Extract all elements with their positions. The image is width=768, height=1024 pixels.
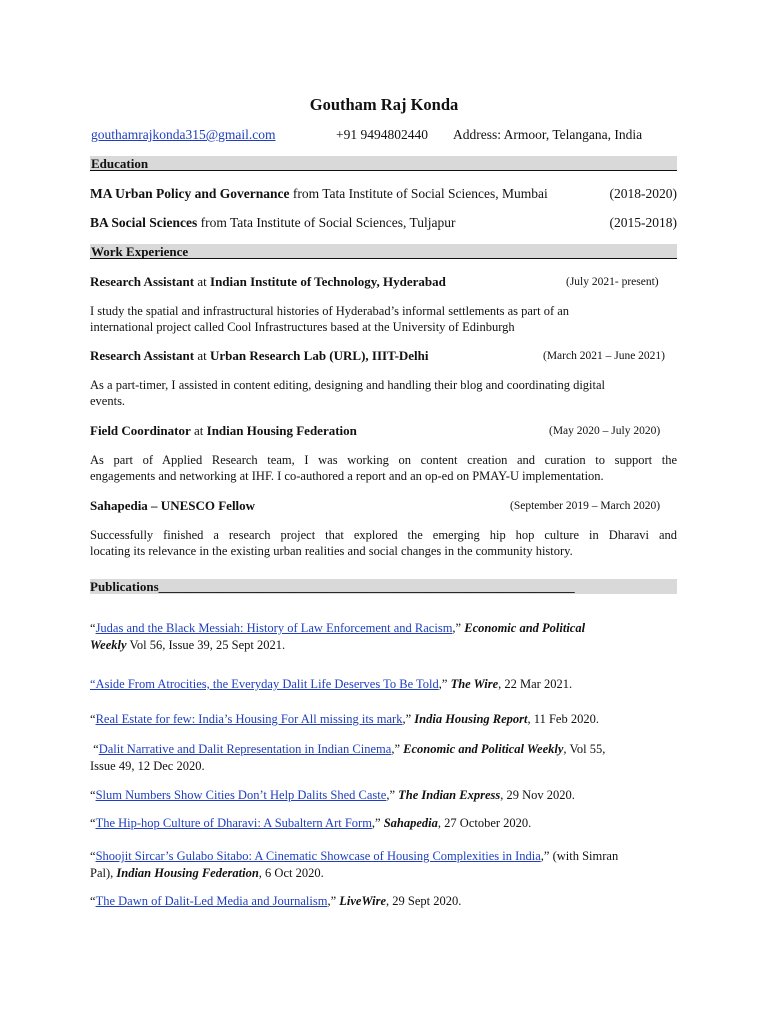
publications-heading-label: Publications: [90, 579, 159, 594]
job-description-line: engagements and networking at IHF. I co-authored a report and an op-ed on PMAY-U implementation.: [90, 469, 604, 483]
publication-link[interactable]: Real Estate for few: India’s Housing For All missing its mark: [95, 712, 403, 726]
job-role: Research Assistant: [90, 348, 195, 363]
quote-mark: “: [90, 816, 96, 830]
job-description-line: As part of Applied Research team, I was working on content creation and curation to support the: [90, 453, 677, 467]
quote-mark: “: [90, 621, 96, 635]
publication-details: Issue 49, 12 Dec 2020.: [90, 759, 205, 773]
job-org: Urban Research Lab (URL), IIIT-Delhi: [210, 348, 429, 363]
job-description-line: locating its relevance in the existing urban realities and social changes in the community history.: [90, 544, 573, 558]
publication-outlet: Indian Housing Federation: [116, 866, 259, 880]
separator: ,” (with Simran: [540, 849, 619, 863]
years: (2015-2018): [609, 215, 677, 230]
job-dates: (September 2019 – March 2020): [510, 500, 661, 512]
publication-item: [90, 711, 680, 728]
separator: ,”: [386, 788, 399, 802]
publication-details: , Vol 55,: [563, 742, 606, 756]
publication-details: , 29 Nov 2020.: [500, 788, 575, 802]
separator: ,”: [391, 742, 404, 756]
years: (2018-2020): [609, 186, 677, 201]
publication-item: [90, 787, 680, 804]
education-item: [90, 186, 677, 202]
publication-outlet: LiveWire: [339, 894, 387, 908]
work-experience-heading: Work Experience: [90, 244, 677, 259]
publication-details: , 6 Oct 2020.: [258, 866, 324, 880]
quote-mark: “: [90, 849, 96, 863]
publication-link[interactable]: Dalit Narrative and Dalit Representation in Indian Cinema: [98, 742, 392, 756]
phone-number: +91 9494802440: [336, 127, 428, 142]
publication-link[interactable]: Slum Numbers Show Cities Don’t Help Dalits Shed Caste: [95, 788, 387, 802]
publication-details: , 27 October 2020.: [437, 816, 532, 830]
quote-mark: “: [90, 788, 96, 802]
publication-link[interactable]: Shoojit Sircar’s Gulabo Sitabo: A Cinematic Showcase of Housing Complexities in India: [95, 849, 541, 863]
job-title: [90, 423, 357, 439]
publication-link[interactable]: The Hip-hop Culture of Dharavi: A Subaltern Art Form: [95, 816, 372, 830]
institution: from Tata Institute of Social Sciences, Mumbai: [289, 186, 548, 201]
job-description: [90, 377, 677, 409]
quote-mark: “: [90, 712, 96, 726]
degree: MA Urban Policy and Governance: [90, 186, 290, 201]
education-heading: Education: [90, 156, 677, 171]
publication-outlet: The Wire: [450, 677, 499, 691]
job-at: at: [194, 348, 211, 363]
quote-mark: “: [90, 894, 96, 908]
job-role: Research Assistant: [90, 274, 195, 289]
publication-details: , 11 Feb 2020.: [527, 712, 599, 726]
separator: ,”: [452, 621, 465, 635]
publication-link[interactable]: “Aside From Atrocities, the Everyday Dalit Life Deserves To Be Told: [90, 677, 439, 691]
separator: ,”: [371, 816, 384, 830]
candidate-name: Goutham Raj Konda: [309, 95, 459, 114]
publication-item: [90, 620, 680, 654]
publication-coauthor: Pal),: [90, 866, 117, 880]
job-at: at: [194, 274, 211, 289]
job-dates: (May 2020 – July 2020): [549, 425, 661, 437]
job-description-line: Successfully finished a research project that explored the emerging hip hop culture in Dharavi and: [90, 528, 677, 542]
job-dates: (March 2021 – June 2021): [543, 350, 666, 362]
job-description: [90, 303, 677, 335]
quote-mark: “: [90, 742, 99, 756]
publication-details: , 22 Mar 2021.: [498, 677, 573, 691]
job-title: [90, 274, 446, 290]
publication-item: [90, 741, 680, 775]
publication-outlet: Economic and Political: [464, 621, 586, 635]
job-description: [90, 527, 677, 559]
job-title: [90, 348, 429, 364]
job-description-line: As a part-timer, I assisted in content editing, designing and handling their blog and coordinating digital: [90, 378, 606, 392]
job-role: Sahapedia – UNESCO Fellow: [90, 498, 256, 513]
publication-details: , 29 Sept 2020.: [386, 894, 462, 908]
email-link[interactable]: gouthamrajkonda315@gmail.com: [91, 127, 276, 142]
publication-item: [90, 893, 680, 910]
publication-link[interactable]: The Dawn of Dalit-Led Media and Journalism: [95, 894, 328, 908]
publications-heading-rule: ________________________________________________________________: [158, 579, 575, 594]
publication-item: [90, 848, 680, 882]
job-description: [90, 452, 677, 484]
job-description-line: international project called Cool Infrastructures based at the University of Edinburgh: [90, 320, 515, 334]
publication-item: [90, 676, 680, 693]
publications-heading: [90, 579, 677, 594]
job-org: Indian Housing Federation: [206, 423, 357, 438]
separator: ,”: [402, 712, 415, 726]
publication-outlet: India Housing Report: [414, 712, 528, 726]
job-role: Field Coordinator: [90, 423, 191, 438]
job-description-line: events.: [90, 394, 126, 408]
separator: ,”: [438, 677, 451, 691]
publication-details: Vol 56, Issue 39, 25 Sept 2021.: [126, 638, 286, 652]
job-dates: (July 2021- present): [566, 276, 659, 288]
degree: BA Social Sciences: [90, 215, 198, 230]
separator: ,”: [327, 894, 340, 908]
job-title: [90, 498, 255, 514]
publication-outlet: Economic and Political Weekly: [403, 742, 564, 756]
institution: from Tata Institute of Social Sciences, Tuljapur: [197, 215, 456, 230]
job-org: Indian Institute of Technology, Hyderabad: [210, 274, 446, 289]
job-description-line: I study the spatial and infrastructural histories of Hyderabad’s informal settlements as part of an: [90, 304, 570, 318]
publication-outlet: Sahapedia: [383, 816, 438, 830]
publication-item: [90, 815, 680, 832]
address: Address: Armoor, Telangana, India: [453, 127, 643, 142]
publication-link[interactable]: Judas and the Black Messiah: History of Law Enforcement and Racism: [95, 621, 453, 635]
publication-outlet: Weekly: [90, 638, 127, 652]
publication-outlet: The Indian Express: [398, 788, 501, 802]
education-item: [90, 215, 677, 231]
job-at: at: [190, 423, 207, 438]
